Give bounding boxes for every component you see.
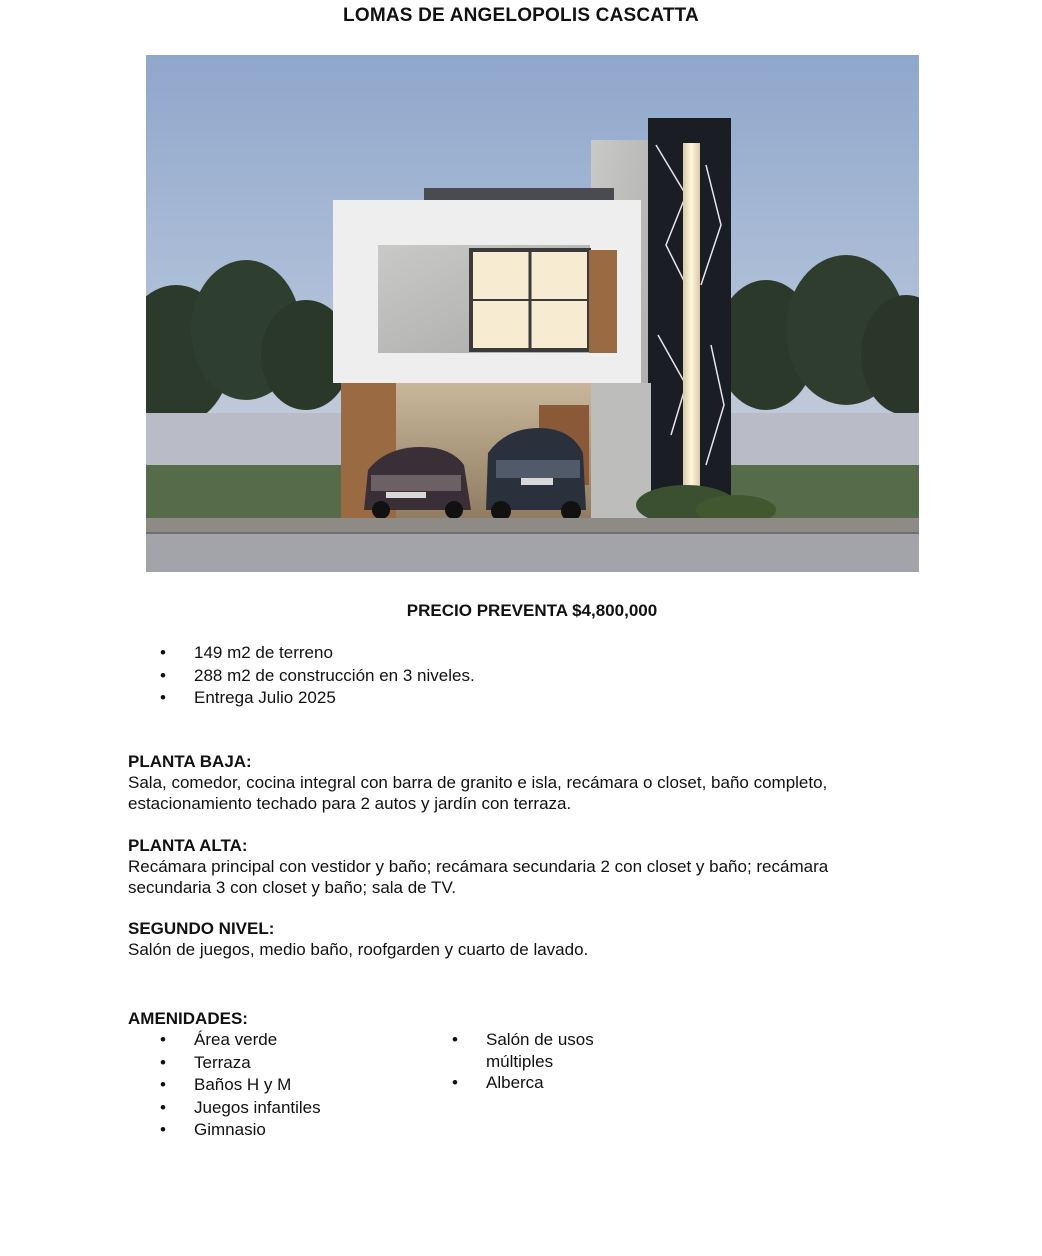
amenity-item: • Baños H y M <box>128 1074 321 1097</box>
house-photo <box>146 55 919 572</box>
amenity-item: • Salón de usos múltiples <box>420 1029 606 1072</box>
section-segundo-nivel <box>128 918 908 960</box>
feature-item: • 149 m2 de terreno <box>128 642 475 665</box>
amenity-item: • Área verde <box>128 1029 321 1052</box>
amenity-item: • Juegos infantiles <box>128 1097 321 1120</box>
section-heading: AMENIDADES: <box>128 1009 248 1028</box>
section-heading: PLANTA ALTA: <box>128 836 248 855</box>
section-text: Salón de juegos, medio baño, roofgarden y cuarto de lavado. <box>128 940 589 959</box>
section-text: Recámara principal con vestidor y baño; recámara secundaria 2 con closet y baño; recámara secundaria 3 con closet y baño; sala de TV. <box>128 857 829 897</box>
section-amenidades <box>128 1008 908 1029</box>
house-rendering-illustration <box>146 55 919 572</box>
amenities-list-column-1 <box>128 1029 321 1142</box>
amenity-item: • Alberca <box>420 1072 670 1094</box>
features-list <box>128 642 475 710</box>
amenity-item: • Terraza <box>128 1052 321 1075</box>
section-text: Sala, comedor, cocina integral con barra de granito e isla, recámara o closet, baño completo, estacionamiento techado para 2 autos y jardín con terraza. <box>128 773 828 813</box>
feature-item: • 288 m2 de construcción en 3 niveles. <box>128 665 475 688</box>
document-title: LOMAS DE ANGELOPOLIS CASCATTA <box>343 5 699 26</box>
presale-price: PRECIO PREVENTA $4,800,000 <box>406 601 658 620</box>
section-planta-baja <box>128 751 908 814</box>
section-planta-alta <box>128 835 908 898</box>
feature-item: • Entrega Julio 2025 <box>128 687 475 710</box>
section-heading: PLANTA BAJA: <box>128 752 252 771</box>
section-heading: SEGUNDO NIVEL: <box>128 919 275 938</box>
amenity-item: • Gimnasio <box>128 1119 321 1142</box>
amenities-list-column-2 <box>420 1029 670 1094</box>
